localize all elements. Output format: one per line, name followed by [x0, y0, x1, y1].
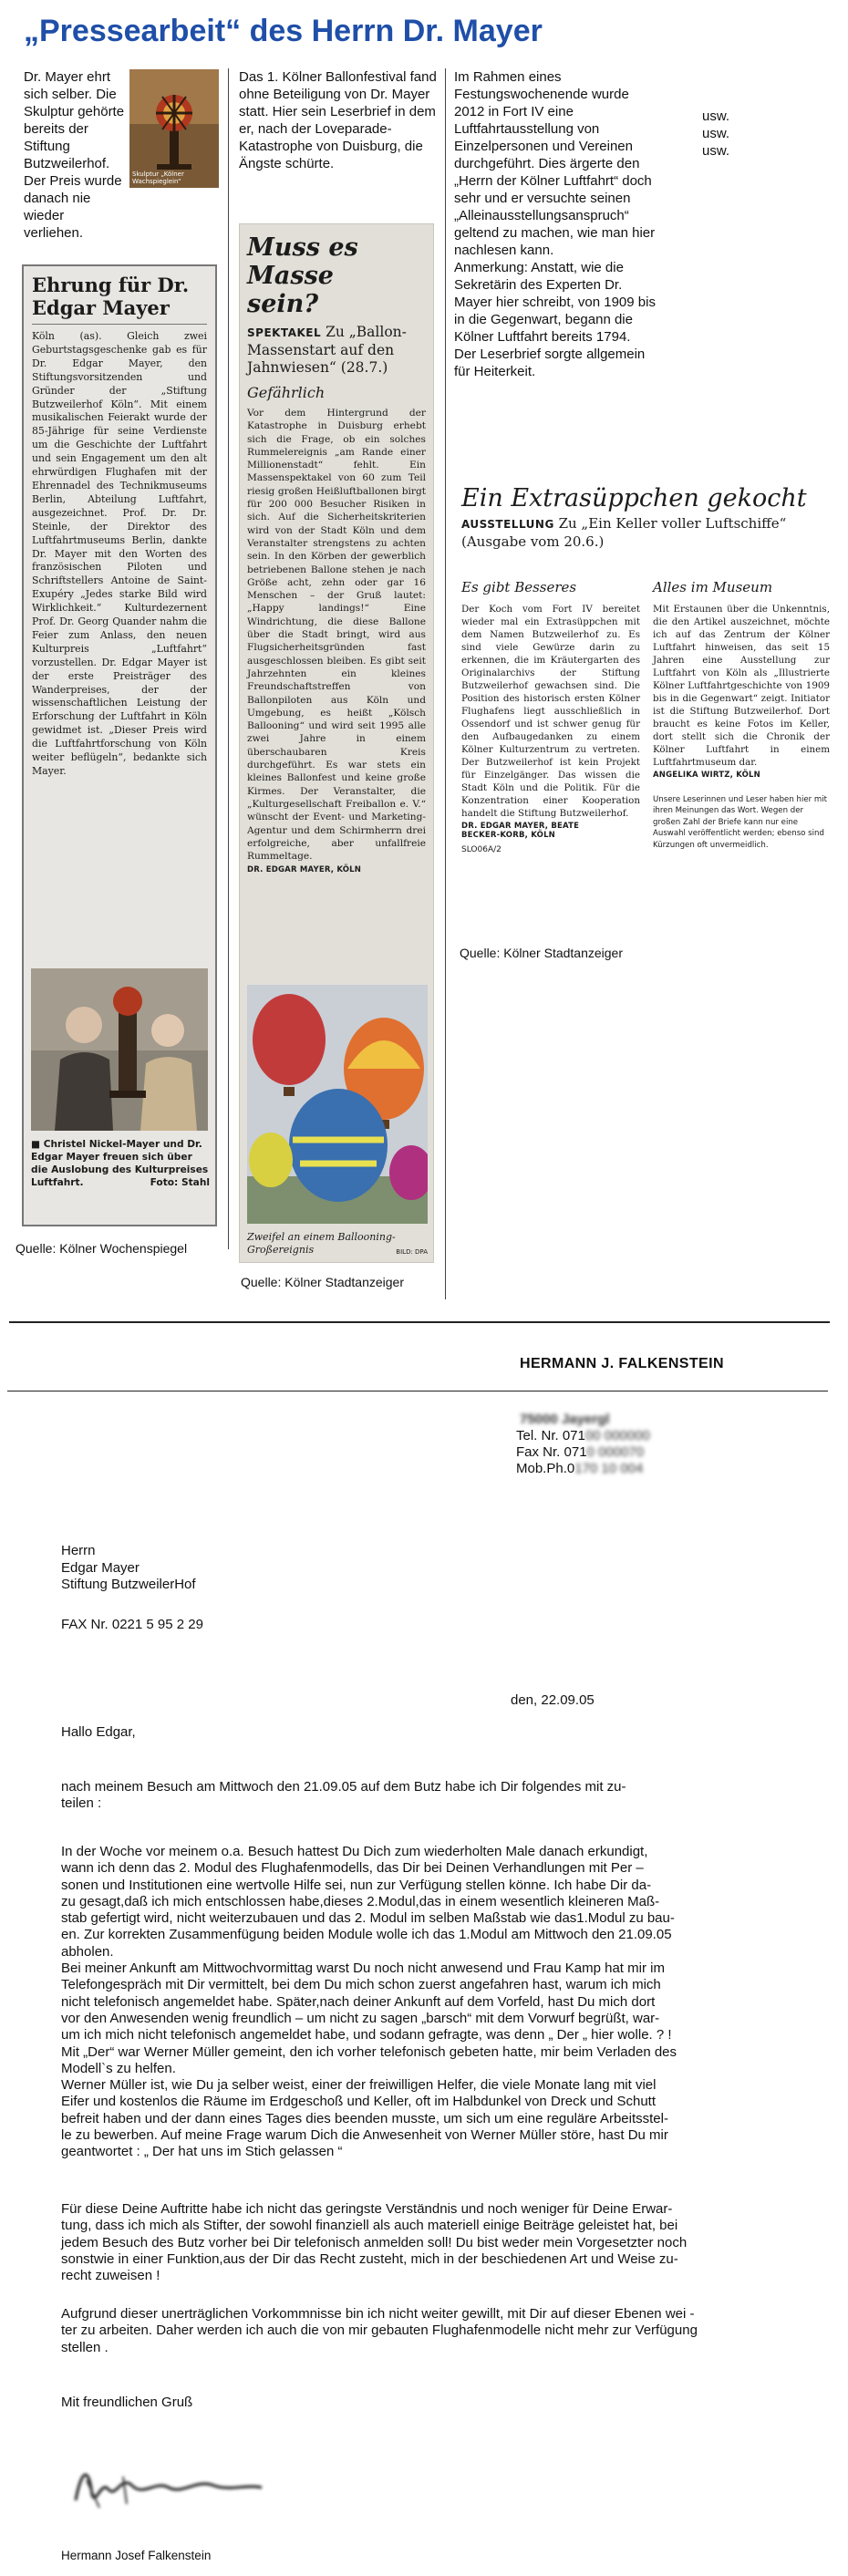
letter-salutation: Hallo Edgar,	[61, 1724, 136, 1740]
balloon-photo	[247, 985, 428, 1224]
clipping-body: Köln (as). Gleich zwei Geburtstagsgeschenke gab es für Dr. Edgar Mayer, den Stiftungsvorsitzenden und Gründer der „Stiftung Butzweilerhof Köln“. Mit einem musikalischen Feierakt wurde der 85-Jährige für seine Verdienste um die Geschichte der Luftfahrt und sein Engagement um den alt ehrwürdigen Flughafen mit der Ehrennadel des Technikmuseums Berlin, Abteilung Luftfahrt, ausgezeichnet. Prof. Dr. Dr. Steinle, der Direktor des Luftfahrtmuseums Berlin, dankte Dr. Mayer mit den Worten des französischen Piloten und Schriftstellers Antoine de Saint-Exupéry „Jedes starke Bild wird Wirklichkeit.“ Kulturdezernent Prof. Dr. Georg Quander nahm die Feier zum Anlass, den neuen Kulturpreis „Luftfahrt“ vorzustellen. Dr. Edgar Mayer ist der erste Preisträger des Wanderpreises, der der wissenschaftlichen Leistung der Erforschung der Luftfahrt in Köln gewidmet ist. „Dieser Preis wird die Luftfahrtforschung von Köln weiter beflügeln“, bedankte sich Mayer.	[32, 330, 207, 777]
etc-item: usw.	[702, 126, 730, 141]
clipping3-left-column	[461, 579, 640, 854]
clipping-extrasueppchen	[456, 479, 833, 939]
clipping3-subhead	[461, 515, 830, 551]
clipping3-subhead-text: Zu „Ein Keller voller Luftschiffe“ (Ausgabe vom 20.6.)	[461, 515, 787, 550]
balloon-photo-credit: BILD: DPA	[396, 1247, 428, 1256]
photo-credit: Foto: Stahl	[150, 1177, 210, 1188]
letter-paragraph: Aufgrund dieser unerträglichen Vorkommnisse bin ich nicht weiter gewillt, mit Dir auf dieser Ebenen wei - ter zu arbeiten. Daher werden ich auch die von mir gebauten Flughafenmodelle nicht mehr zur Verfügung stellen .	[61, 2306, 698, 2355]
intro-text: Dr. Mayer ehrt sich selber. Die Skulptur gehörte bereits der Stiftung Butzweilerhof. Der Preis wurde danach nie wieder verliehen.	[24, 69, 125, 241]
letter-paragraph: nach meinem Besuch am Mittwoch den 21.09.05 auf dem Butz habe ich Dir folgendes mit zu- teilen :	[61, 1779, 626, 1812]
recipient-line: Herrn	[61, 1543, 96, 1558]
balloon-caption: Zweifel an einem Ballooning-Großereignis	[247, 1231, 396, 1256]
clipping2-kicker: SPEKTAKEL	[247, 326, 322, 339]
festungswochenende-text: Im Rahmen eines Festungswochenende wurde 2012 in Fort IV eine Luftfahrtausstellung von Einzelpersonen und Vereinen durchgeführt. Dies ärgerte den „Herrn der Kölner Luftfahrt“ doch sehr und er versuchte seinen „Alleinausstellungsanspruch“ geltend zu machen, wie man hier nachlesen kann. Anmerkung: Anstatt, wie die Sekretärin des Experten Dr. Mayer hier schreibt, von 1909 bis in die Gegenwart, begann die Kölner Luftfahrt bereits 1794. Der Leserbrief sorgte allgemein für Heiterkeit.	[454, 69, 656, 379]
letterhead-mob: Mob.Ph.0170 10 004	[516, 1461, 644, 1476]
letter-closing: Mit freundlichen Gruß	[61, 2395, 193, 2410]
letter-fax-number: FAX Nr. 0221 5 95 2 29	[61, 1617, 203, 1632]
letter-sender-name: HERMANN J. FALKENSTEIN	[520, 1356, 724, 1371]
clipping3-right-title: Alles im Museum	[653, 579, 773, 595]
etc-item: usw.	[702, 109, 730, 124]
photo-caption-text: ■ Christel Nickel-Mayer und Dr. Edgar Mayer freuen sich über die Auslobung des Kulturpreises Luftfahrt.	[31, 1139, 209, 1188]
page-title: „Pressearbeit“ des Herrn Dr. Mayer	[24, 14, 543, 48]
letter-paragraph: In der Woche vor meinem o.a. Besuch hattest Du Dich zum wiederholten Male danach erkundigt, wann ich denn das 2. Modul des Flughafenmodells, das Dir bei Deinen Verhandlungen mit Per – sonen und Institutionen eine wertvolle Hilfe sei, nun zur Verfügung stellen könne. Ich habe Dir da- zu gesagt,daß ich mich entschlossen habe,dieses 2.Modul,das in einem wesentlich kleineren Maß- stab gefertigt wird, nicht weiterzubauen und das 2. Modul im selben Maßstab wie das1.Modul zu bau- en. Zur korrekten Zusammenfügung beiden Module wolle ich das 1.Modul am Mittwoch den 21.09.05 abholen. Bei meiner Ankunft am Mittwochvormittag warst Du noch nicht anwesend und Frau Kamp hat mir im Telefongespräch mit Dir vermittelt, bei dem Du mich schon zuerst angefahren hast, warum ich mich nicht telefonisch angemeldet habe. Später,nach deiner Ankunft auf dem Vorfeld, hast Du mich dort vor den Anwesenden wenig freundlich – um nicht zu sagen „barsch“ mit dem Vorwurf begrüßt, war- um ich mich nicht telefonisch angemeldet habe, und sodann gefragte, was denn „ Der „ hier wolle. ? ! Mit „Der“ war Werner Müller gemeint, den ich vorher telefonisch gebeten hatte, mir beim Verladen des Modell`s zu helfen. Werner Müller ist, wie Du ja selber weist, einer der freiwilligen Helfer, die viele Monate lang mit viel Eifer und kostenlos die Räume im Erdgeschoß und Keller, oft im Halbdunkel von Dreck und Schutt befreit haben und der dann eines Tages dies beenden musste, um sich um eine reguläre Arbeitsstel- le zu bewerben. Auf meine Frage warum Dich die Anwesenheit von Werner Müller störe, hast Du mir geantwortet : „ Der hat uns im Stich gelassen “	[61, 1844, 677, 2160]
clipping-headline: Ehrung für Dr. Edgar Mayer	[32, 274, 207, 325]
clipping3-right-author: ANGELIKA WIRTZ, KÖLN	[653, 771, 760, 780]
section-divider	[9, 1321, 830, 1323]
clipping-photo	[31, 968, 208, 1131]
sculpture-caption: Skulptur „Kölner Wachspieglein“	[132, 171, 184, 185]
clipping2-author: DR. EDGAR MAYER, KÖLN	[247, 865, 362, 875]
letterhead-tel: Tel. Nr. 07100 000000	[516, 1428, 650, 1443]
clipping3-right-column	[653, 579, 830, 851]
etc-list	[702, 108, 729, 160]
clipping3-code: SLO06A/2	[461, 845, 502, 854]
letterhead-contact	[516, 1412, 650, 1477]
sculpture-photo	[129, 69, 219, 188]
clipping3-kicker: AUSSTELLUNG	[461, 518, 554, 531]
clipping3-right-body: Mit Erstaunen über die Unkenntnis, die den Artikel auszeichnet, möchte ich auf das Zentrum der Kölner Luftfahrt hinweisen, das seit 15 Jahren eine Ausstellung zur Luftfahrt von Köln als „Illustrierte Kölner Luftfahrtgeschichte von 1909 bis in die Gegenwart“ zeigt. Initiator ist die Stiftung Butzweilerhof. Dort braucht es keine Fotos im Keller, dort stellt sich die Chronik der Kölner Luftfahrt in einem Luftfahrtmuseum dar.	[653, 604, 830, 768]
clipping-wochenspiegel	[22, 264, 217, 1226]
letter-paragraph: Für diese Deine Auftritte habe ich nicht das geringste Verständnis und noch weniger für Deine Erwar- tung, dass ich mich als Stifter, der sowohl finanziell als auch materiell einige Beiträge geleistet hat, bei jedem Besuch des Butz vorher bei Dir telefonisch anmelden soll! Du bist weder mein Vorgesetzter noch sonstwie in einer Funktion,aus der Dir das Recht zusteht, mich in der beschiedenen Art und Weise zu- recht zuweisen !	[61, 2201, 688, 2284]
clipping3-left-title: Es gibt Besseres	[461, 579, 577, 595]
source-wochenspiegel: Quelle: Kölner Wochenspiegel	[16, 1241, 188, 1256]
ballonfestival-text: Das 1. Kölner Ballonfestival fand ohne Beteiligung von Dr. Mayer statt. Hier sein Leserbrief in dem er, nach der Loveparade-Katastrophe von Duisburg, die Ängste schürte.	[239, 69, 437, 171]
column-divider	[228, 68, 229, 1249]
signature	[68, 2453, 278, 2517]
source-stadtanzeiger-1: Quelle: Kölner Stadtanzeiger	[241, 1275, 404, 1289]
clipping3-headline: Ein Extrasüppchen gekocht	[461, 484, 807, 512]
letter-date: den, 22.09.05	[511, 1692, 595, 1708]
clipping2-body: Vor dem Hintergrund der Katastrophe in Duisburg erhebt sich die Frage, ob ein solches Rummelereignis „am Rande einer Millionenstadt“ fehlt. Ein Massenspektakel von 60 zum Teil riesig großen Heißluftballonen birgt für 200 000 Besucher Risiken in sich. Auf die Sicherheitskriterien wird von der Stadt Köln und dem Veranstalter strengstens zu achten sein. In den Körben der gewerblich betriebenen Ballone stehen je nach Größe acht, zehn oder gar 16 Menschen – der Gruß lautet: „Happy landings!“ Eine Windrichtung, die diese Ballone über die Stadt bringt, wird aus Flugsicherheitsgründen fast ausgeschlossen bleiben. Es gibt seit Jahrzehnten ein kleines Freundschaftstreffen von Ballonpiloten aus Köln und Umgebung, es heißt „Kölsch Ballooning“ und wird seit 1995 alle zwei Jahre in einem überschaubaren Kreis durchgeführt. Es war stets ein kleines Ballonfest und keine große Kirmes. Der Veranstalter, die „Kulturgesellschaft Freiballon e. V.“ wünscht der Event- und Marketing-Agentur und dem Schirmherrn drei erfolgreiche, aber unfallfreie Rummeltage.	[247, 408, 426, 863]
recipient-line: Edgar Mayer	[61, 1559, 140, 1576]
signature-name: Hermann Josef Falkenstein	[61, 2549, 212, 2562]
letter-recipient	[61, 1543, 196, 1594]
clipping3-left-body: Der Koch vom Fort IV bereitet wieder mal ein Extrasüppchen mit dem Namen Butzweilerhof zu. Es sind viele Gewürze darin zu erkennen, die im Kräutergarten des Originalarchivs der Stiftung Butzweilerhof gewachsen sind. Die Position des historisch ersten Kölner Flughafens liegt ausschließlich in Ossendorf und ist schwer genug für den Aufbaugedanken zu einem Kölner Kulturzentrum zu vertreten. Der Butzweilerhof ist kein Projekt für Einzelgänger. Das wissen die Stadt Köln und die Politik. Für die Konzentration einer Kooperation handelt die Stiftung Butzweilerhof.	[461, 604, 640, 819]
clipping3-left-author: DR. EDGAR MAYER, BEATE BECKER-KORB, KÖLN	[461, 822, 580, 840]
clipping3-note: Unsere Leserinnen und Leser haben hier mit ihren Meinungen das Wort. Wegen der großen Zahl der Briefe kann nur eine Auswahl veröffentlicht werden; ebenso sind Kürzungen oft unvermeidlich.	[653, 795, 828, 850]
clipping2-subhead	[247, 324, 426, 377]
clipping-ballon	[239, 223, 434, 1263]
clipping-photo-caption	[31, 1138, 210, 1189]
recipient-line: Stiftung ButzweilerHof	[61, 1577, 196, 1592]
etc-item: usw.	[702, 143, 730, 159]
letterhead-address: 75000 Jayergl	[520, 1412, 610, 1427]
clipping2-headline: Muss es Masse sein?	[247, 233, 358, 318]
clipping2-intertitle: Gefährlich	[247, 384, 326, 401]
source-stadtanzeiger-2: Quelle: Kölner Stadtanzeiger	[460, 946, 623, 960]
letterhead-fax: Fax Nr. 0710 000070	[516, 1444, 645, 1460]
clipping2-caption	[247, 1231, 428, 1258]
column-divider	[445, 68, 446, 1299]
clipping2-subhead-text: Zu „Ballon-Massenstart auf den Jahnwiesen“ (28.7.)	[247, 324, 407, 376]
